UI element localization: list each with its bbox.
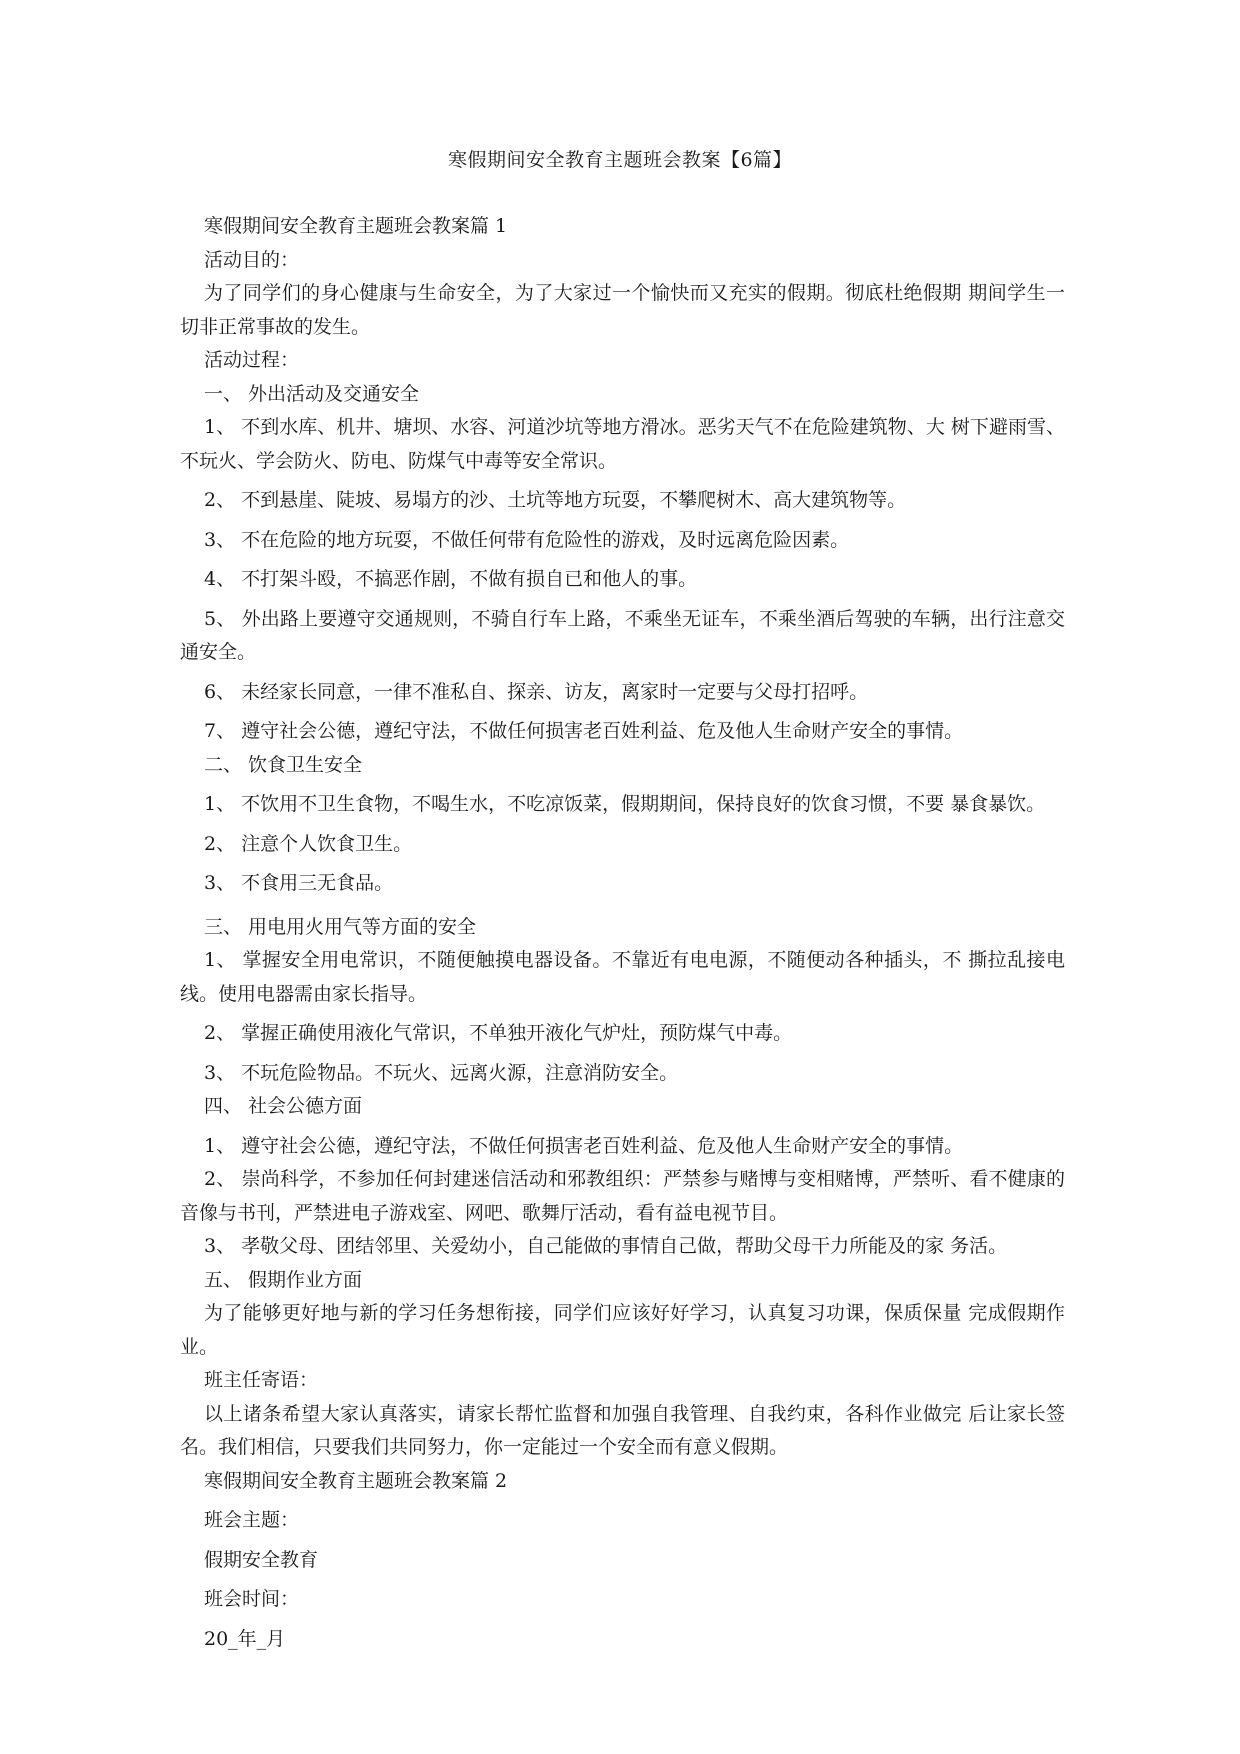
paragraph: 为了同学们的身心健康与生命安全，为了大家过一个愉快而又充实的假期。彻底杜绝假期 期间学生一切非正常事故的发生。 [180, 282, 1065, 338]
label: 班会时间： [204, 1588, 300, 1610]
list-item: 2、 崇尚科学，不参加任何封建迷信活动和邪教组织：严禁参与赌博与变相赌博，严禁听、看不健康的音像与书刊，严禁进电子游戏室、网吧、歌舞厅活动，看有益电视节目。 [180, 1168, 1065, 1224]
list-item: 5、 外出路上要遵守交通规则，不骑自行车上路，不乘坐无证车，不乘坐酒后驾驶的车辆，出行注意交通安全。 [180, 607, 1065, 663]
list-item: 4、 不打架斗殴，不搞恶作剧，不做有损自已和他人的事。 [204, 568, 698, 590]
list-item: 1、 遵守社会公德，遵纪守法，不做任何损害老百姓利益、危及他人生命财产安全的事情。 [204, 1134, 964, 1157]
section-heading: 寒假期间安全教育主题班会教案篇 2 [204, 1469, 508, 1492]
document-body [180, 210, 1065, 1656]
subsection-heading: 五、 假期作业方面 [204, 1268, 363, 1291]
label: 班主任寄语： [204, 1369, 319, 1391]
list-item: 1、 不饮用不卫生食物，不喝生水，不吃凉饭菜，假期期间，保持良好的饮食习惯，不要 暴食暴饮。 [204, 793, 1046, 815]
list-item: 2、 掌握正确使用液化气常识，不单独开液化气炉灶，预防煤气中毒。 [204, 1022, 793, 1044]
paragraph: 以上诸条希望大家认真落实，请家长帮忙监督和加强自我管理、自我约束，各科作业做完 后让家长签名。我们相信，只要我们共同努力，你一定能过一个安全而有意义假期。 [180, 1402, 1065, 1458]
document-title: 寒假期间安全教育主题班会教案【6篇】 [447, 149, 793, 171]
subsection-heading: 二、 饮食卫生安全 [204, 753, 363, 776]
label: 活动目的： [204, 248, 300, 271]
list-item: 3、 不在危险的地方玩耍，不做任何带有危险性的游戏，及时远离危险因素。 [204, 528, 850, 551]
label: 班会主题： [204, 1509, 300, 1531]
list-item: 3、 不食用三无食品。 [204, 872, 394, 894]
subsection-heading: 三、 用电用火用气等方面的安全 [204, 915, 477, 938]
paragraph: 为了能够更好地与新的学习任务想衔接，同学们应该好好学习，认真复习功课，保质保量 完成假期作业。 [180, 1302, 1065, 1358]
value: 假期安全教育 [204, 1548, 319, 1571]
value: 20_年_月 [204, 1627, 286, 1650]
list-item: 1、 不到水库、机井、塘坝、水容、河道沙坑等地方滑冰。恶劣天气不在危险建筑物、大 树下避雨雪、不玩火、学会防火、防电、防煤气中毒等安全常识。 [180, 416, 1065, 472]
subsection-heading: 一、 外出活动及交通安全 [204, 382, 420, 405]
label: 活动过程： [204, 349, 300, 371]
list-item: 1、 掌握安全用电常识，不随便触摸电器设备。不靠近有电电源，不随便动各种插头，不 撕拉乱接电线。使用电器需由家长指导。 [180, 949, 1065, 1005]
list-item: 2、 不到悬崖、陡坡、易塌方的沙、土坑等地方玩耍，不攀爬树木、高大建筑物等。 [204, 489, 907, 511]
section-heading: 寒假期间安全教育主题班会教案篇 1 [204, 215, 508, 237]
list-item: 3、 孝敬父母、团结邻里、关爱幼小，自己能做的事情自己做，帮助父母干力所能及的家 务活。 [204, 1235, 1008, 1257]
list-item: 2、 注意个人饮食卫生。 [204, 832, 413, 855]
subsection-heading: 四、 社会公德方面 [204, 1095, 363, 1117]
list-item: 3、 不玩危险物品。不玩火、远离火源，注意消防安全。 [204, 1061, 679, 1084]
list-item: 7、 遵守社会公德，遵纪守法，不做任何损害老百姓利益、危及他人生命财产安全的事情。 [204, 720, 964, 742]
list-item: 6、 未经家长同意，一律不准私自、探亲、访友，离家时一定要与父母打招呼。 [204, 680, 869, 703]
